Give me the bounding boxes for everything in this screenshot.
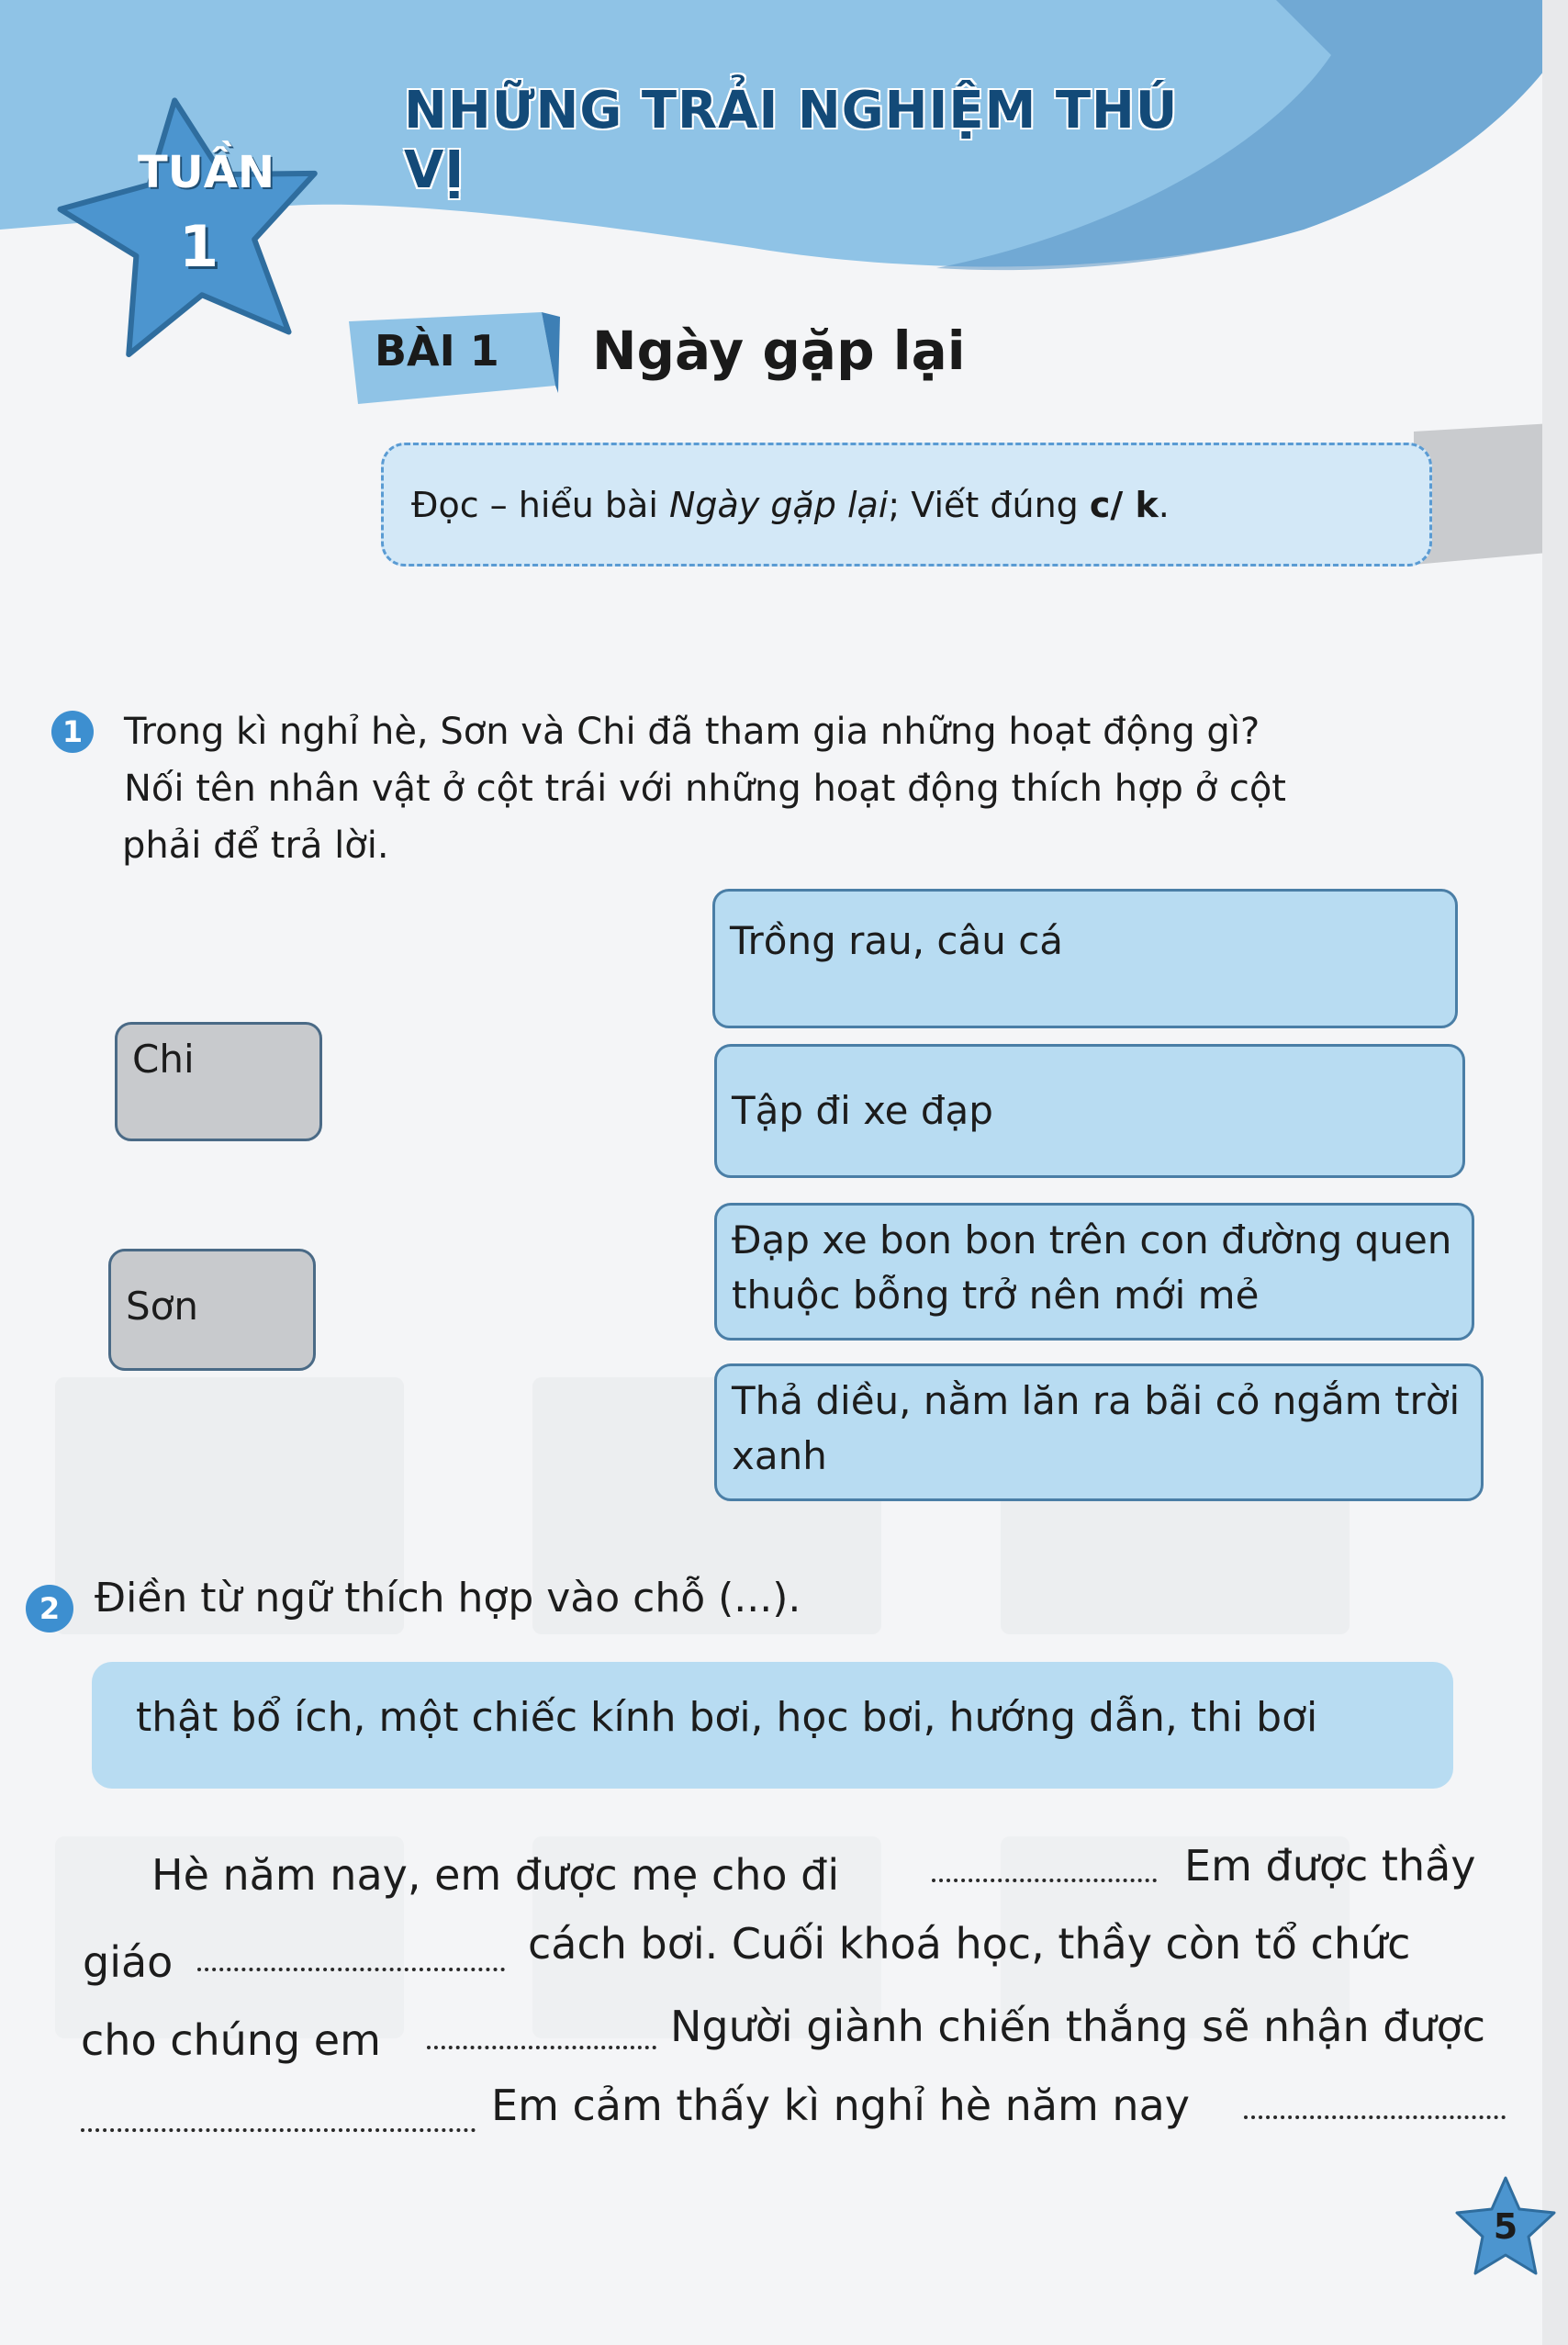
passage-line-3-start: cho chúng em	[81, 2015, 381, 2065]
word-bank-text: thật bổ ích, một chiếc kính bơi, học bơi, hướng dẫn, thi bơi	[136, 1694, 1318, 1741]
objective-middle: ; Viết đúng	[888, 485, 1090, 525]
activity-option-1[interactable]	[712, 889, 1458, 1028]
objective-prefix: Đọc – hiểu bài	[411, 485, 669, 525]
lesson-title: Ngày gặp lại	[592, 320, 966, 382]
exercise-2-instruction: Điền từ ngữ thích hợp vào chỗ (...).	[95, 1575, 801, 1621]
objective-suffix: .	[1158, 485, 1170, 525]
objective-letters: c/ k	[1089, 485, 1159, 525]
exercise-1-question-line-2: Nối tên nhân vật ở cột trái với những hoạt động thích hợp ở cột	[124, 768, 1286, 810]
activity-option-2[interactable]	[714, 1044, 1465, 1178]
character-chi[interactable]	[115, 1022, 322, 1141]
exercise-1-question-line-1: Trong kì nghỉ hè, Sơn và Chi đã tham gia những hoạt động gì?	[124, 711, 1260, 753]
passage-line-1-start: Hè năm nay, em được mẹ cho đi	[151, 1850, 840, 1900]
blank-2[interactable]	[197, 1968, 505, 1971]
week-label: TUẦN	[138, 147, 275, 198]
objective-reading-title: Ngày gặp lại	[668, 485, 889, 525]
passage-line-1-end: Em được thầy	[1184, 1841, 1476, 1891]
character-son-label: Sơn	[126, 1284, 198, 1329]
blank-5[interactable]	[1244, 2115, 1506, 2119]
passage-line-4: Em cảm thấy kì nghỉ hè năm nay	[491, 2081, 1190, 2130]
lesson-tag: BÀI 1	[375, 326, 499, 376]
week-number: 1	[179, 213, 219, 280]
blank-3[interactable]	[427, 2046, 656, 2049]
activity-option-1-label: Trồng rau, câu cá	[730, 918, 1064, 963]
exercise-1-number-badge: 1	[51, 711, 94, 753]
passage-line-2-end: cách bơi. Cuối khoá học, thầy còn tổ chức	[528, 1919, 1411, 1969]
activity-option-4-label: Thả diều, nằm lăn ra bãi cỏ ngắm trời xanh	[732, 1378, 1461, 1478]
exercise-1-question-line-3: phải để trả lời.	[122, 825, 389, 867]
blank-4[interactable]	[81, 2128, 476, 2132]
unit-title: NHỮNG TRẢI NGHIỆM THÚ VỊ	[404, 81, 1179, 200]
passage-line-2-start: giáo	[83, 1937, 174, 1987]
character-son[interactable]	[108, 1249, 316, 1371]
objective-text	[411, 485, 1170, 525]
activity-option-3-label: Đạp xe bon bon trên con đường quen thuộc bỗng trở nên mới mẻ	[732, 1217, 1452, 1318]
passage-line-3-end: Người giành chiến thắng sẽ nhận được	[670, 2002, 1486, 2051]
character-chi-label: Chi	[132, 1037, 195, 1082]
blank-1[interactable]	[932, 1879, 1157, 1882]
page-number: 5	[1493, 2206, 1518, 2247]
activity-option-3[interactable]	[714, 1203, 1474, 1341]
activity-option-2-label: Tập đi xe đạp	[732, 1088, 993, 1133]
activity-option-4[interactable]	[714, 1363, 1484, 1501]
exercise-2-number-badge: 2	[26, 1585, 73, 1633]
